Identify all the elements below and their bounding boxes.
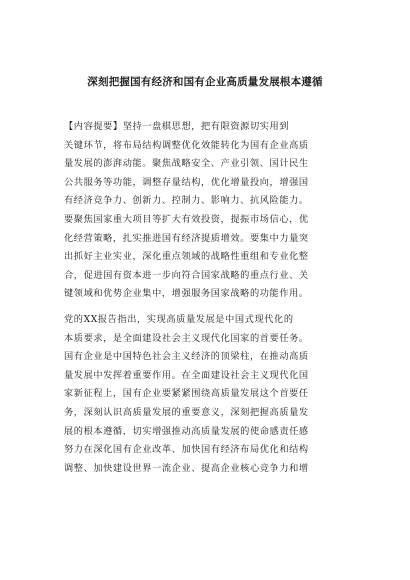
text-line: 本质要求，是全面建设社会主义现代化国家的首要任务。 xyxy=(64,332,309,344)
text-line: 有经济竞争力、创新力、控制力、影响力、抗风险能力。 xyxy=(64,195,309,207)
text-line: 要聚焦国家重大项目等扩大有效投资，提振市场信心，优 xyxy=(64,213,309,225)
text-line: 党的XX报告指出，实现高质量发展是中国式现代化的 xyxy=(64,313,294,325)
text-line: 家新征程上，国有企业要紧紧围绕高质量发展这个首要任 xyxy=(64,388,309,400)
document-title: 深刻把握国有经济和国有企业高质量发展根本遵循 xyxy=(87,76,323,88)
text-line: 量发展的澎湃动能。聚焦战略安全、产业引领、国计民生 xyxy=(64,158,309,170)
text-line: 量发展中发挥着重要作用。在全面建设社会主义现代化国 xyxy=(64,369,309,381)
text-line: 化经营策略，扎实推进国有经济提质增效。要集中力量突 xyxy=(64,232,309,244)
body-paragraph xyxy=(64,311,346,478)
text-line: 努力在深化国有企业改革、加快国有经济布局优化和结构 xyxy=(64,444,309,456)
text-line: 合，促进国有资本进一步向符合国家战略的重点行业、关 xyxy=(64,269,309,281)
text-line: 键领域和优势企业集中，增强服务国家战略的功能作用。 xyxy=(64,288,309,300)
text-line: 调整、加快建设世界一流企业、提高企业核心竞争力和增 xyxy=(64,462,309,474)
text-line: 【内容提要】坚持一盘棋思想，把有限资源切实用到 xyxy=(64,121,290,132)
text-line: 展的根本遵循，切实增强推动高质量发展的使命感责任感 xyxy=(64,425,309,437)
text-line: 国有企业是中国特色社会主义经济的顶梁柱，在推动高质 xyxy=(64,351,309,363)
text-line: 务，深刻认识高质量发展的重要意义，深刻把握高质量发 xyxy=(64,406,309,418)
summary-paragraph xyxy=(64,118,346,304)
document-body xyxy=(64,118,346,478)
text-line: 公共服务等功能，调整存量结构，优化增量投向，增强国 xyxy=(64,176,309,188)
text-line: 关键环节，将布局结构调整优化效能转化为国有企业高质 xyxy=(64,139,309,151)
text-line: 出抓好主业实业，深化重点领域的战略性重组和专业化整 xyxy=(64,251,309,263)
